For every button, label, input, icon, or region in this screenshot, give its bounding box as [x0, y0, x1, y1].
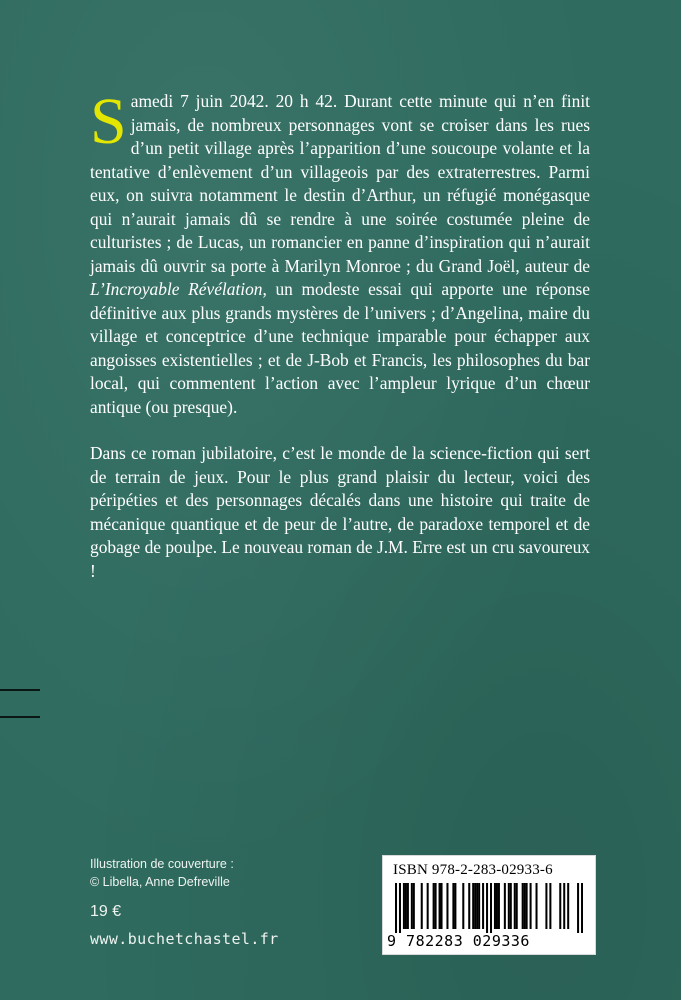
book-title: L’Incroyable Révélation [90, 279, 263, 299]
barcode-bar [411, 883, 413, 929]
barcode-bar [526, 883, 528, 929]
illustration-credits [90, 855, 234, 891]
barcode-bar [530, 883, 532, 929]
barcode-bar [482, 883, 484, 929]
barcode-bar [494, 883, 496, 929]
publisher-website: www.buchetchastel.fr [90, 930, 279, 948]
barcode-bar [462, 883, 464, 929]
price: 19 € [90, 903, 122, 920]
barcode-bar [510, 883, 512, 929]
barcode-bar [563, 883, 565, 929]
barcode-bar [468, 883, 470, 929]
barcode-bar [549, 883, 551, 929]
barcode-bar [405, 883, 407, 929]
barcode-bar [439, 883, 441, 929]
barcode-bar [522, 883, 524, 929]
barcode-bar [446, 883, 448, 929]
barcode-bar [516, 883, 518, 929]
barcode-bar [407, 883, 409, 929]
barcode-bar [474, 883, 476, 929]
barcode-bar [433, 883, 435, 929]
barcode-bar [478, 883, 480, 929]
barcode-bar [536, 883, 538, 929]
side-rule-bottom [0, 716, 40, 718]
barcode-bar [403, 883, 405, 929]
barcode-bar [454, 883, 456, 929]
isbn-text: ISBN 978-2-283-02933-6 [393, 862, 553, 878]
barcode-bar [559, 883, 561, 929]
barcode-bar [504, 883, 506, 929]
barcode-bar [545, 883, 547, 929]
barcode [395, 883, 583, 933]
ean-digits: 9 782283 029336 [387, 932, 530, 950]
barcode-bar [581, 883, 583, 933]
blurb-text-end: , un modeste essai qui apporte une réponse définitive aux plus grands mystères de l’univers ; d’Angelina, maire du village et conceptrice d’une technique imparable pour échapper aux angoisses existentielles ; et de J-Bob et Francis, les philosophes du bar local, qui commentent l’action avec l’ampleur lyrique d’un chœur antique (ou presque). [90, 279, 590, 417]
barcode-bar [413, 883, 415, 929]
drop-cap: S [90, 85, 127, 158]
barcode-bar [476, 883, 478, 929]
barcode-bar [577, 883, 579, 933]
blurb-paragraph-1 [90, 85, 590, 419]
barcode-bar [486, 883, 488, 933]
barcode-bar [399, 883, 401, 933]
blurb-text: amedi 7 juin 2042. 20 h 42. Durant cette minute qui n’en finit jamais, de nombreux personnages vont se croiser dans les rues d’un petit village après l’apparition d’une soucoupe volante et la tentative d’enlèvement d’un villageois par des extraterrestres. Parmi eux, on suivra notamment le destin d’Arthur, un réfugié monégasque qui n’aurait jamais dû se rendre à une soirée costumée pleine de culturistes ; de Lucas, un romancier en panne d’inspiration qui n’aurait jamais dû ouvrir sa porte à Marilyn Monroe ; du Grand Joël, auteur de [90, 91, 590, 276]
barcode-bar [498, 883, 500, 929]
credits-label: Illustration de couverture : [90, 857, 234, 871]
blurb-paragraph-2: Dans ce roman jubilatoire, c’est le monde de la science-fiction qui sert de terrain de jeux. Pour le plus grand plaisir du lecteur, voici des péripéties et des personnages décalés dans une histoire qui traite de mécanique quantique et de peur de l’autre, de paradoxe temporel et de gobage de poulpe. Le nouveau roman de J.M. Erre est un cru savoureux ! [90, 443, 590, 581]
barcode-panel [382, 855, 596, 955]
barcode-bar [567, 883, 569, 929]
barcode-bar [514, 883, 516, 929]
barcode-bar [435, 883, 437, 929]
barcode-bar [421, 883, 423, 929]
blurb [90, 85, 590, 583]
barcode-bar [490, 883, 492, 933]
barcode-bar [508, 883, 510, 929]
barcode-bar [427, 883, 429, 929]
barcode-bar [452, 883, 454, 929]
barcode-bar [441, 883, 443, 929]
barcode-bar [496, 883, 498, 929]
side-rule-top [0, 689, 40, 691]
barcode-bar [524, 883, 526, 929]
credits-names: © Libella, Anne Defreville [90, 875, 230, 889]
barcode-bar [395, 883, 397, 933]
barcode-bar [472, 883, 474, 929]
